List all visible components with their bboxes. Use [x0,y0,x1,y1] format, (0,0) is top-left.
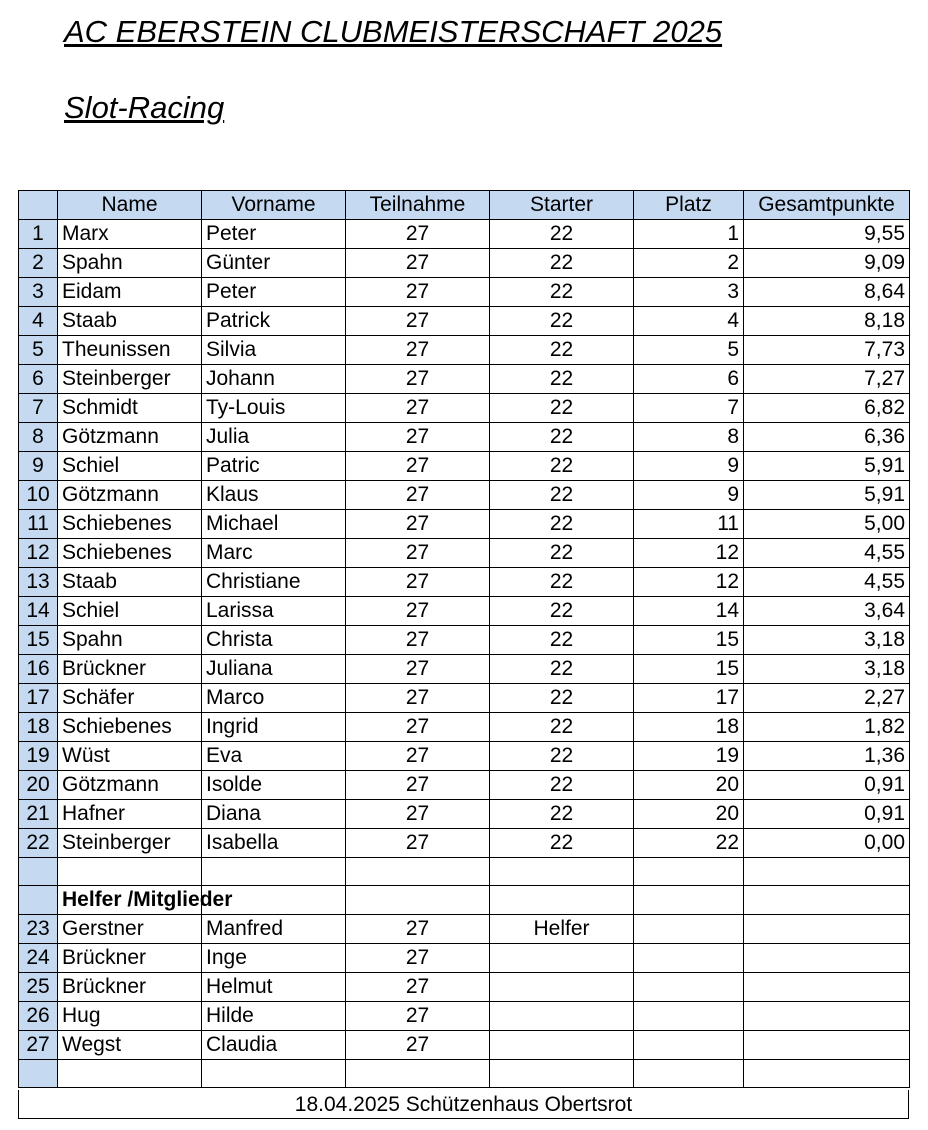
row-number: 17 [19,684,58,713]
teilnahme-cell: 27 [346,249,490,278]
platz-cell: 12 [634,568,744,597]
row-number: 11 [19,510,58,539]
platz-cell: 12 [634,539,744,568]
starter-cell: 22 [490,220,634,249]
table-row [19,742,910,771]
vorname-cell: Klaus [202,481,346,510]
gesamtpunkte-cell: 8,64 [744,278,910,307]
name-cell: Wüst [58,742,202,771]
starter-cell [490,973,634,1002]
empty-cell [744,886,910,915]
table-row [19,220,910,249]
row-number: 12 [19,539,58,568]
table-row [19,278,910,307]
teilnahme-cell: 27 [346,307,490,336]
vorname-cell: Patrick [202,307,346,336]
row-number: 1 [19,220,58,249]
empty-cell [346,858,490,886]
header-row [19,191,910,220]
table-row [19,394,910,423]
platz-cell: 6 [634,365,744,394]
platz-cell: 14 [634,597,744,626]
starter-cell: 22 [490,394,634,423]
teilnahme-cell: 27 [346,365,490,394]
row-number: 10 [19,481,58,510]
row-number: 25 [19,973,58,1002]
document-title: AC EBERSTEIN CLUBMEISTERSCHAFT 2025 [64,14,723,49]
platz-cell: 4 [634,307,744,336]
empty-cell [634,858,744,886]
column-header-vorname: Vorname [202,191,346,220]
gesamtpunkte-cell: 3,18 [744,655,910,684]
empty-cell [490,858,634,886]
starter-cell [490,944,634,973]
table-row [19,568,910,597]
starter-cell [490,1002,634,1031]
name-cell: Schmidt [58,394,202,423]
table-row [19,915,910,944]
teilnahme-cell: 27 [346,452,490,481]
gesamtpunkte-cell: 9,55 [744,220,910,249]
row-number: 13 [19,568,58,597]
name-cell: Brückner [58,655,202,684]
teilnahme-cell: 27 [346,394,490,423]
vorname-cell: Christiane [202,568,346,597]
gesamtpunkte-cell [744,1002,910,1031]
name-cell: Schiel [58,597,202,626]
vorname-cell: Patric [202,452,346,481]
gesamtpunkte-cell [744,973,910,1002]
name-cell: Spahn [58,626,202,655]
gesamtpunkte-cell: 0,91 [744,771,910,800]
teilnahme-cell: 27 [346,626,490,655]
gesamtpunkte-cell [744,1031,910,1060]
row-number: 23 [19,915,58,944]
row-number: 9 [19,452,58,481]
starter-cell: 22 [490,626,634,655]
row-number: 4 [19,307,58,336]
vorname-cell: Christa [202,626,346,655]
row-number: 26 [19,1002,58,1031]
platz-cell [634,915,744,944]
teilnahme-cell: 27 [346,597,490,626]
starter-cell: 22 [490,800,634,829]
empty-cell [744,1060,910,1088]
row-number: 21 [19,800,58,829]
teilnahme-cell: 27 [346,742,490,771]
vorname-cell: Claudia [202,1031,346,1060]
name-cell: Marx [58,220,202,249]
row-number: 24 [19,944,58,973]
platz-cell: 5 [634,336,744,365]
vorname-cell: Johann [202,365,346,394]
empty-cell [19,1060,58,1088]
starter-cell: 22 [490,568,634,597]
table-row [19,771,910,800]
empty-cell [490,886,634,915]
row-number: 15 [19,626,58,655]
starter-cell: 22 [490,307,634,336]
empty-cell [346,886,490,915]
name-cell: Brückner [58,973,202,1002]
platz-cell: 1 [634,220,744,249]
column-header-index [19,191,58,220]
teilnahme-cell: 27 [346,510,490,539]
empty-cell [346,1060,490,1088]
starter-cell: 22 [490,249,634,278]
vorname-cell: Michael [202,510,346,539]
column-header-name: Name [58,191,202,220]
helper-heading: Helfer /Mitglieder [58,886,202,915]
empty-row [19,1060,910,1088]
starter-cell [490,1031,634,1060]
platz-cell: 11 [634,510,744,539]
results-table [18,190,910,1088]
starter-cell: 22 [490,481,634,510]
name-cell: Steinberger [58,829,202,858]
gesamtpunkte-cell: 4,55 [744,539,910,568]
table-row [19,539,910,568]
vorname-cell: Julia [202,423,346,452]
row-number: 2 [19,249,58,278]
platz-cell: 8 [634,423,744,452]
gesamtpunkte-cell: 0,00 [744,829,910,858]
empty-cell [202,1060,346,1088]
row-number: 27 [19,1031,58,1060]
teilnahme-cell: 27 [346,915,490,944]
gesamtpunkte-cell: 0,91 [744,800,910,829]
vorname-cell: Silvia [202,336,346,365]
starter-cell: 22 [490,713,634,742]
platz-cell: 20 [634,800,744,829]
column-header-platz: Platz [634,191,744,220]
teilnahme-cell: 27 [346,944,490,973]
platz-cell: 7 [634,394,744,423]
table-row [19,249,910,278]
table-row [19,423,910,452]
gesamtpunkte-cell: 9,09 [744,249,910,278]
table-row [19,829,910,858]
vorname-cell: Marco [202,684,346,713]
table-row [19,944,910,973]
empty-cell [202,858,346,886]
teilnahme-cell: 27 [346,1002,490,1031]
teilnahme-cell: 27 [346,771,490,800]
row-number: 20 [19,771,58,800]
teilnahme-cell: 27 [346,800,490,829]
starter-cell: 22 [490,829,634,858]
name-cell: Wegst [58,1031,202,1060]
gesamtpunkte-cell: 5,91 [744,452,910,481]
teilnahme-cell: 27 [346,278,490,307]
teilnahme-cell: 27 [346,829,490,858]
platz-cell: 9 [634,452,744,481]
teilnahme-cell: 27 [346,713,490,742]
platz-cell: 17 [634,684,744,713]
name-cell: Steinberger [58,365,202,394]
vorname-cell: Ingrid [202,713,346,742]
vorname-cell: Manfred [202,915,346,944]
name-cell: Eidam [58,278,202,307]
vorname-cell: Diana [202,800,346,829]
teilnahme-cell: 27 [346,568,490,597]
teilnahme-cell: 27 [346,973,490,1002]
row-number: 14 [19,597,58,626]
row-number: 16 [19,655,58,684]
name-cell: Hug [58,1002,202,1031]
table-row [19,684,910,713]
column-header-starter: Starter [490,191,634,220]
starter-cell: 22 [490,278,634,307]
gesamtpunkte-cell: 8,18 [744,307,910,336]
name-cell: Hafner [58,800,202,829]
table-row [19,510,910,539]
platz-cell [634,1002,744,1031]
name-cell: Schiel [58,452,202,481]
gesamtpunkte-cell: 6,82 [744,394,910,423]
platz-cell: 20 [634,771,744,800]
name-cell: Theunissen [58,336,202,365]
vorname-cell: Günter [202,249,346,278]
vorname-cell: Isabella [202,829,346,858]
name-cell: Gerstner [58,915,202,944]
gesamtpunkte-cell: 3,64 [744,597,910,626]
name-cell: Staab [58,568,202,597]
vorname-cell: Peter [202,278,346,307]
teilnahme-cell: 27 [346,423,490,452]
table-row [19,973,910,1002]
gesamtpunkte-cell: 6,36 [744,423,910,452]
row-number: 3 [19,278,58,307]
name-cell: Staab [58,307,202,336]
platz-cell: 15 [634,626,744,655]
table-row [19,1031,910,1060]
table-row [19,800,910,829]
vorname-cell: Isolde [202,771,346,800]
name-cell: Schäfer [58,684,202,713]
name-cell: Götzmann [58,771,202,800]
starter-cell: 22 [490,423,634,452]
teilnahme-cell: 27 [346,539,490,568]
teilnahme-cell: 27 [346,684,490,713]
empty-cell [19,886,58,915]
gesamtpunkte-cell: 5,00 [744,510,910,539]
column-header-teilnahme: Teilnahme [346,191,490,220]
row-number: 6 [19,365,58,394]
vorname-cell: Eva [202,742,346,771]
vorname-cell: Larissa [202,597,346,626]
vorname-cell: Marc [202,539,346,568]
name-cell: Schiebenes [58,713,202,742]
gesamtpunkte-cell [744,944,910,973]
platz-cell: 19 [634,742,744,771]
gesamtpunkte-cell: 3,18 [744,626,910,655]
empty-cell [58,1060,202,1088]
starter-cell: 22 [490,452,634,481]
table-row [19,336,910,365]
footer-note: 18.04.2025 Schützenhaus Obertsrot [18,1090,909,1119]
platz-cell: 18 [634,713,744,742]
table-row [19,597,910,626]
gesamtpunkte-cell: 7,27 [744,365,910,394]
vorname-cell: Helmut [202,973,346,1002]
teilnahme-cell: 27 [346,1031,490,1060]
teilnahme-cell: 27 [346,655,490,684]
vorname-cell: Peter [202,220,346,249]
table-row [19,713,910,742]
gesamtpunkte-cell: 1,82 [744,713,910,742]
platz-cell: 22 [634,829,744,858]
platz-cell [634,944,744,973]
platz-cell [634,973,744,1002]
empty-row [19,858,910,886]
helper-heading-row [19,886,910,915]
gesamtpunkte-cell: 2,27 [744,684,910,713]
table-row [19,452,910,481]
vorname-cell: Juliana [202,655,346,684]
column-header-gesamtpunkte: Gesamtpunkte [744,191,910,220]
gesamtpunkte-cell: 1,36 [744,742,910,771]
name-cell: Schiebenes [58,539,202,568]
table-row [19,626,910,655]
table-row [19,655,910,684]
vorname-cell: Hilde [202,1002,346,1031]
starter-cell: 22 [490,365,634,394]
teilnahme-cell: 27 [346,481,490,510]
row-number: 7 [19,394,58,423]
starter-cell: 22 [490,771,634,800]
gesamtpunkte-cell: 7,73 [744,336,910,365]
document-subtitle: Slot-Racing [64,90,225,125]
empty-cell [634,886,744,915]
platz-cell [634,1031,744,1060]
name-cell: Götzmann [58,481,202,510]
teilnahme-cell: 27 [346,336,490,365]
row-number: 22 [19,829,58,858]
starter-cell: 22 [490,684,634,713]
platz-cell: 15 [634,655,744,684]
empty-cell [19,858,58,886]
starter-cell: 22 [490,510,634,539]
starter-cell: 22 [490,597,634,626]
gesamtpunkte-cell: 5,91 [744,481,910,510]
starter-cell: 22 [490,336,634,365]
gesamtpunkte-cell [744,915,910,944]
starter-cell: 22 [490,655,634,684]
starter-cell: Helfer [490,915,634,944]
platz-cell: 3 [634,278,744,307]
empty-cell [744,858,910,886]
table-row [19,481,910,510]
empty-cell [634,1060,744,1088]
empty-cell [58,858,202,886]
row-number: 5 [19,336,58,365]
empty-cell [490,1060,634,1088]
name-cell: Spahn [58,249,202,278]
starter-cell: 22 [490,742,634,771]
table-row [19,307,910,336]
name-cell: Brückner [58,944,202,973]
table-row [19,365,910,394]
table-row [19,1002,910,1031]
name-cell: Götzmann [58,423,202,452]
name-cell: Schiebenes [58,510,202,539]
platz-cell: 2 [634,249,744,278]
row-number: 19 [19,742,58,771]
starter-cell: 22 [490,539,634,568]
row-number: 8 [19,423,58,452]
platz-cell: 9 [634,481,744,510]
teilnahme-cell: 27 [346,220,490,249]
gesamtpunkte-cell: 4,55 [744,568,910,597]
row-number: 18 [19,713,58,742]
vorname-cell: Inge [202,944,346,973]
vorname-cell: Ty-Louis [202,394,346,423]
